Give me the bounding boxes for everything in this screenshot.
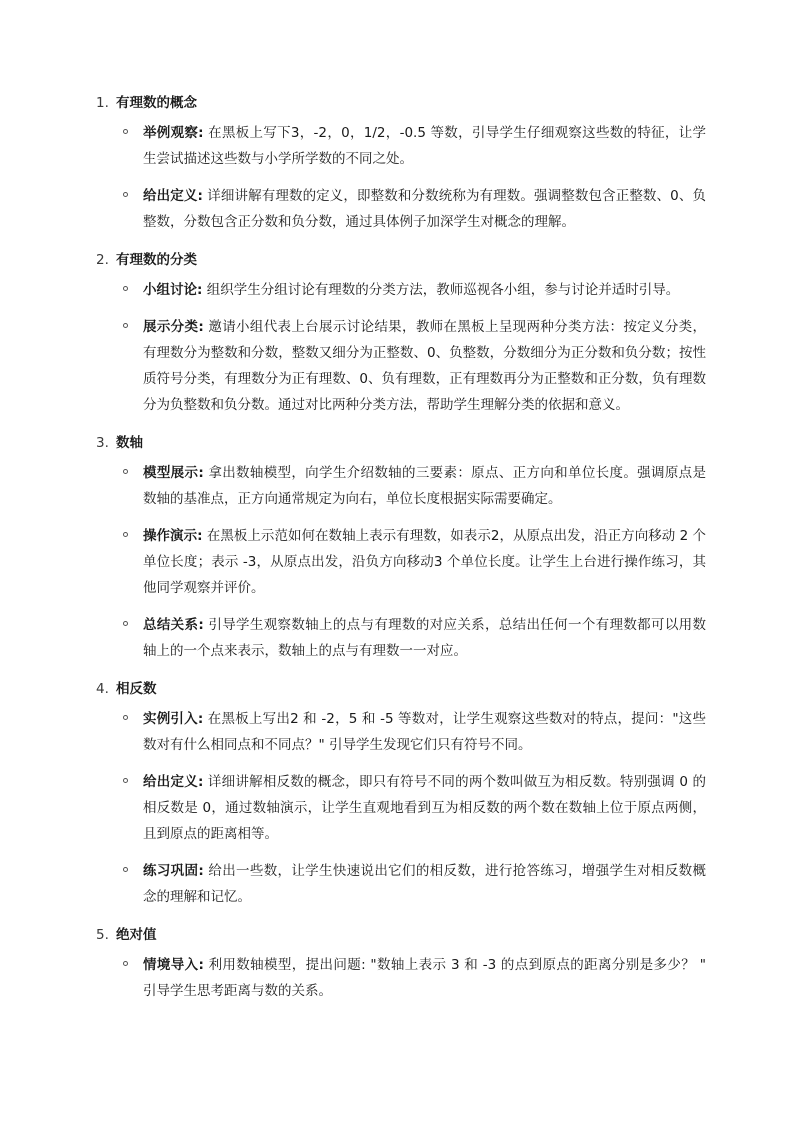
section-opposite-numbers: [96, 678, 706, 910]
section-title: 有理数的分类: [116, 252, 197, 268]
section-number: 3.: [96, 435, 109, 451]
item-text: 组织学生分组讨论有理数的分类方法，教师巡视各小组，参与讨论并适时引导。: [206, 282, 680, 298]
list-item: [96, 314, 706, 418]
hollow-bullet-icon: [123, 469, 128, 474]
list-item: [96, 769, 706, 847]
item-label: 操作演示:: [143, 528, 203, 544]
item-text: 邀请小组代表上台展示讨论结果，教师在黑板上呈现两种分类方法：按定义分类，有理数分为整数和分数，整数又细分为正整数、0、负整数，分数细分为正分数和负分数；按性质符号分类，有理数分为正有理数、0、负有理数，正有理数再分为正整数和正分数，负有理数分为负整数和负分数。通过对比两种分类方法，帮助学生理解分类的依据和意义。: [143, 319, 706, 413]
item-list: [96, 277, 706, 418]
hollow-bullet-icon: [123, 715, 128, 720]
section-number: 2.: [96, 252, 109, 268]
item-list: [96, 952, 706, 1004]
item-label: 总结关系:: [143, 617, 204, 633]
item-text: 拿出数轴模型，向学生介绍数轴的三要素：原点、正方向和单位长度。强调原点是数轴的基准点，正方向通常规定为向右，单位长度根据实际需要确定。: [143, 465, 706, 507]
hollow-bullet-icon: [123, 621, 128, 626]
item-label: 小组讨论:: [143, 282, 203, 298]
section-number: 4.: [96, 681, 109, 697]
item-label: 情境导入:: [143, 957, 204, 973]
section-heading: [96, 92, 706, 114]
section-heading: [96, 924, 706, 946]
hollow-bullet-icon: [123, 129, 128, 134]
hollow-bullet-icon: [123, 323, 128, 328]
list-item: [96, 183, 706, 235]
item-text: 在黑板上示范如何在数轴上表示有理数，如表示2，从原点出发，沿正方向移动 2 个单位长度；表示 -3，从原点出发，沿负方向移动3 个单位长度。让学生上台进行操作练习，其他同学观察并评价。: [143, 528, 706, 596]
hollow-bullet-icon: [123, 778, 128, 783]
item-text: 在黑板上写出2 和 -2，5 和 -5 等数对，让学生观察这些数对的特点，提问："这些数对有什么相同点和不同点？" 引导学生发现它们只有符号不同。: [143, 711, 707, 753]
list-item: [96, 612, 706, 664]
list-item: [96, 277, 706, 303]
list-item: [96, 952, 706, 1004]
section-title: 绝对值: [116, 927, 157, 943]
item-text: 利用数轴模型，提出问题: "数轴上表示 3 和 -3 的点到原点的距离分别是多少？ " 引导学生思考距离与数的关系。: [143, 957, 706, 999]
section-heading: [96, 678, 706, 700]
item-label: 给出定义:: [143, 774, 204, 790]
hollow-bullet-icon: [123, 867, 128, 872]
section-title: 相反数: [116, 681, 157, 697]
item-label: 展示分类:: [143, 319, 204, 335]
item-text: 引导学生观察数轴上的点与有理数的对应关系，总结出任何一个有理数都可以用数轴上的一个点来表示，数轴上的点与有理数一一对应。: [143, 617, 706, 659]
section-heading: [96, 249, 706, 271]
hollow-bullet-icon: [123, 286, 128, 291]
item-list: [96, 120, 706, 235]
item-text: 给出一些数，让学生快速说出它们的相反数，进行抢答练习，增强学生对相反数概念的理解和记忆。: [143, 863, 706, 905]
section-number-line: [96, 432, 706, 664]
section-title: 有理数的概念: [116, 95, 197, 111]
item-label: 练习巩固:: [143, 863, 204, 879]
item-list: [96, 706, 706, 910]
section-title: 数轴: [116, 435, 143, 451]
hollow-bullet-icon: [123, 961, 128, 966]
list-item: [96, 460, 706, 512]
item-label: 模型展示:: [143, 465, 204, 481]
item-label: 实例引入:: [143, 711, 204, 727]
section-rational-classification: [96, 249, 706, 418]
section-list: [96, 92, 706, 1018]
list-item: [96, 858, 706, 910]
item-text: 在黑板上写下3，-2，0，1/2，-0.5 等数，引导学生仔细观察这些数的特征，让学生尝试描述这些数与小学所学数的不同之处。: [143, 125, 707, 167]
item-list: [96, 460, 706, 664]
list-item: [96, 120, 706, 172]
hollow-bullet-icon: [123, 192, 128, 197]
section-rational-concept: [96, 92, 706, 235]
section-number: 1.: [96, 95, 109, 111]
item-text: 详细讲解相反数的概念，即只有符号不同的两个数叫做互为相反数。特别强调 0 的相反数是 0，通过数轴演示，让学生直观地看到互为相反数的两个数在数轴上位于原点两侧，且到原点的距离相等。: [143, 774, 706, 842]
section-number: 5.: [96, 927, 109, 943]
item-label: 给出定义:: [143, 188, 203, 204]
hollow-bullet-icon: [123, 532, 128, 537]
section-heading: [96, 432, 706, 454]
list-item: [96, 523, 706, 601]
item-text: 详细讲解有理数的定义，即整数和分数统称为有理数。强调整数包含正整数、0、负整数，分数包含正分数和负分数，通过具体例子加深学生对概念的理解。: [143, 188, 706, 230]
section-absolute-value: [96, 924, 706, 1004]
list-item: [96, 706, 706, 758]
item-label: 举例观察:: [143, 125, 204, 141]
